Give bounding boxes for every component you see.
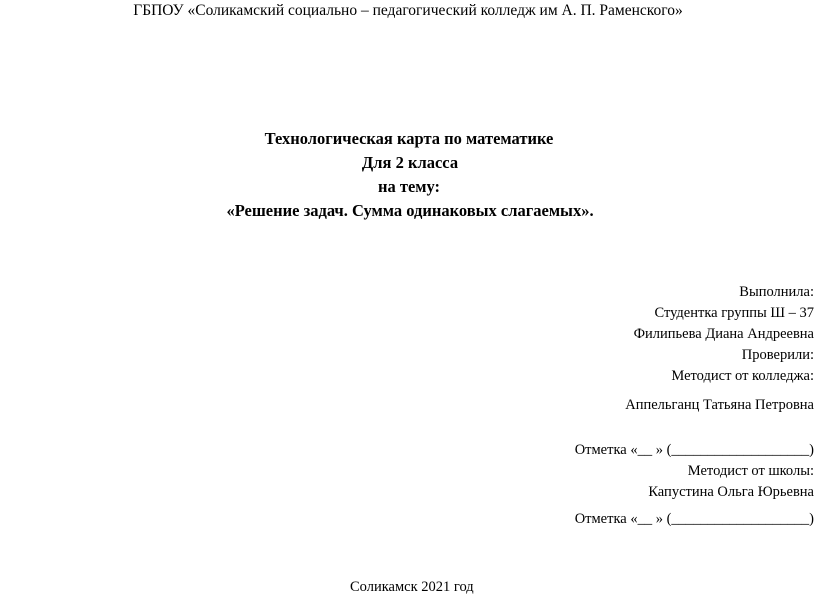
college-methodist-block (625, 395, 814, 416)
institution-header: ГБПОУ «Соликамский социально – педагогический колледж им А. П. Раменского» (133, 2, 683, 19)
author-group: Студентка группы Ш – 37 (654, 305, 814, 321)
author-label: Выполнила: (739, 284, 814, 300)
college-methodist-label: Методист от колледжа: (671, 368, 814, 384)
title-line-grade: Для 2 класса (361, 153, 459, 172)
reviewers-block (671, 345, 814, 387)
college-grade-field: Отметка «__ » (___________________) (574, 442, 814, 458)
school-grade-field: Отметка «__ » (___________________) (574, 511, 814, 527)
school-methodist-label: Методист от школы: (687, 463, 814, 479)
place-year: Соликамск 2021 год (350, 579, 474, 595)
document-title (0, 127, 816, 223)
school-methodist-block (575, 440, 814, 503)
reviewers-label: Проверили: (741, 347, 814, 363)
school-methodist-name: Капустина Ольга Юрьевна (648, 484, 814, 500)
author-name: Филипьева Диана Андреевна (633, 326, 814, 342)
title-line-topic: «Решение задач. Сумма одинаковых слагаемых». (226, 201, 594, 220)
college-methodist-name: Аппельганц Татьяна Петровна (625, 397, 814, 413)
author-block (634, 282, 814, 345)
title-line-topic-label: на тему: (377, 177, 441, 196)
title-line-subject: Технологическая карта по математике (264, 129, 554, 148)
school-grade-block (575, 509, 814, 530)
